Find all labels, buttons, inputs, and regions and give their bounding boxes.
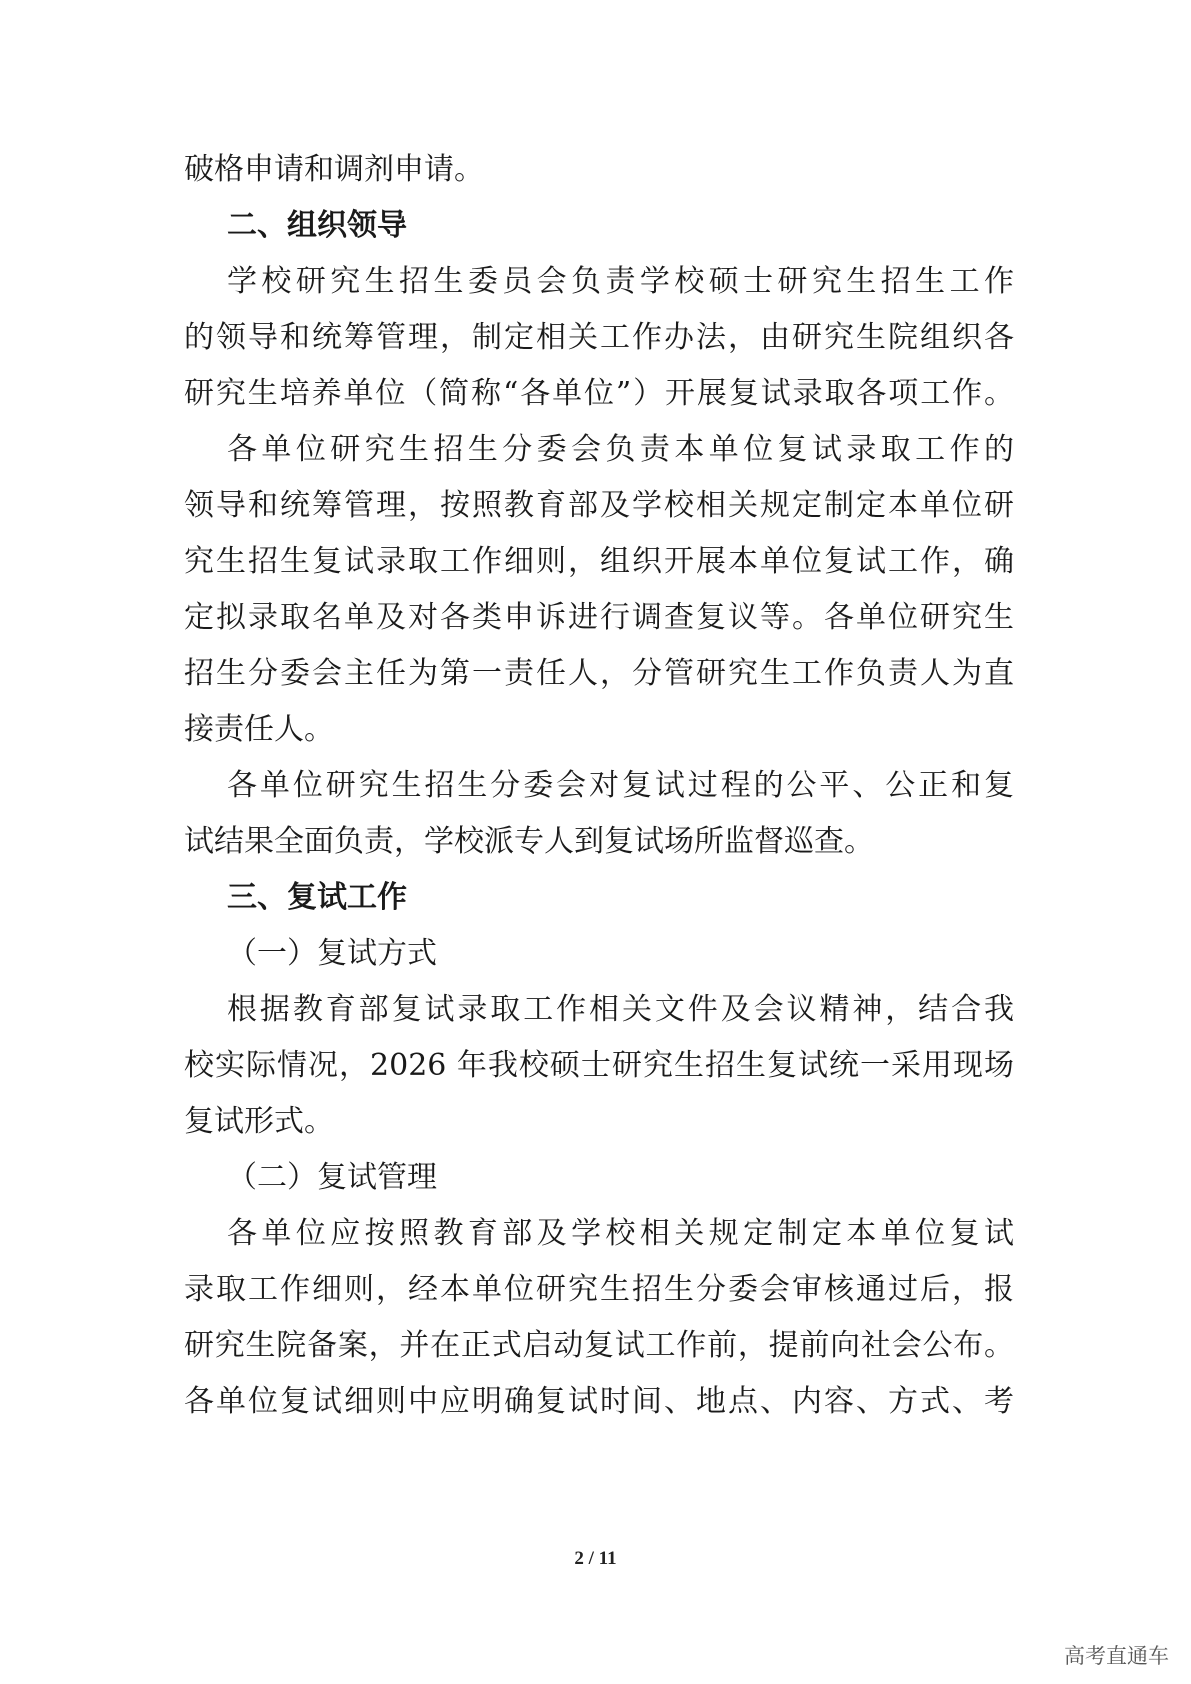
paragraph-line: 录取工作细则，经本单位研究生招生分委会审核通过后，报 [184, 1272, 1014, 1307]
paragraph-line: 各单位复试细则中应明确复试时间、地点、内容、方式、考 [184, 1384, 1014, 1419]
paragraph-line: 复试形式。 [184, 1104, 334, 1139]
paragraph-line: 各单位研究生招生分委会对复试过程的公平、公正和复 [227, 768, 1014, 803]
paragraph-line: 学校研究生招生委员会负责学校硕士研究生招生工作 [227, 264, 1014, 299]
paragraph-line: 破格申请和调剂申请。 [184, 152, 484, 187]
paragraph-line: 试结果全面负责，学校派专人到复试场所监督巡查。 [184, 824, 874, 859]
paragraph-line: 招生分委会主任为第一责任人，分管研究生工作负责人为直 [184, 656, 1014, 691]
paragraph-line: 各单位研究生招生分委会负责本单位复试录取工作的 [227, 432, 1014, 467]
paragraph-line: 究生招生复试录取工作细则，组织开展本单位复试工作，确 [184, 544, 1014, 579]
watermark: 高考直通车 [1064, 1644, 1169, 1668]
paragraph-line: 领导和统筹管理，按照教育部及学校相关规定制定本单位研 [184, 488, 1014, 523]
paragraph-line: 研究生院备案，并在正式启动复试工作前，提前向社会公布。 [184, 1328, 1014, 1363]
subsection-heading: （二）复试管理 [227, 1160, 437, 1195]
section-heading: 三、复试工作 [227, 880, 407, 915]
paragraph-line: 根据教育部复试录取工作相关文件及会议精神，结合我 [227, 992, 1014, 1027]
paragraph-line: 定拟录取名单及对各类申诉进行调查复议等。各单位研究生 [184, 600, 1014, 635]
paragraph-line: 的领导和统筹管理，制定相关工作办法，由研究生院组织各 [184, 320, 1014, 355]
paragraph-line: 各单位应按照教育部及学校相关规定制定本单位复试 [227, 1216, 1014, 1251]
page-number: 2 / 11 [574, 1548, 617, 1569]
section-heading: 二、组织领导 [227, 208, 407, 243]
paragraph-line: 校实际情况，2026 年我校硕士研究生招生复试统一采用现场 [184, 1048, 1014, 1083]
paragraph-line: 接责任人。 [184, 712, 334, 747]
subsection-heading: （一）复试方式 [227, 936, 437, 971]
paragraph-line: 研究生培养单位（简称“各单位”）开展复试录取各项工作。 [184, 376, 1014, 411]
